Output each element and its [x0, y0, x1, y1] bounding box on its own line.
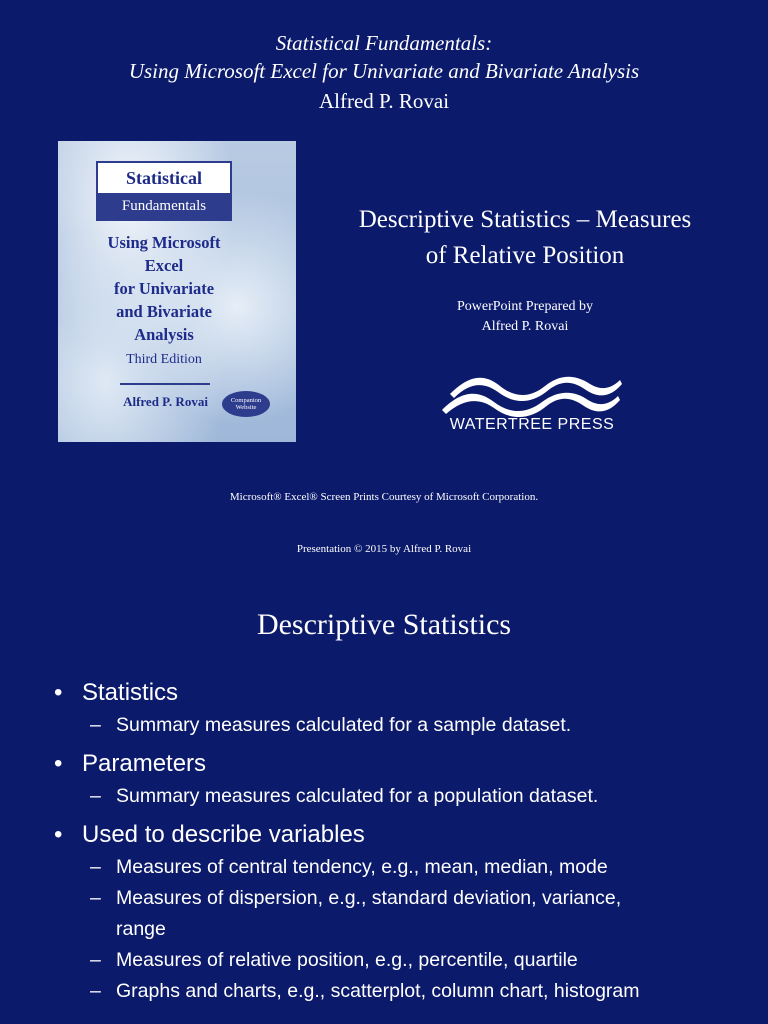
book-subtitle-line: Using Microsoft Excel for Univariate and Bivariate Analysis [128, 59, 640, 83]
sub-bullet-text: Summary measures calculated for a population dataset. [116, 785, 599, 807]
cover-subtitle-line: and Bivariate [116, 302, 212, 321]
cover-subtitle [58, 231, 270, 346]
sub-bullet-item: – Measures of central tendency, e.g., mean, median, mode [90, 856, 608, 878]
badge-line: Companion [230, 397, 262, 404]
cover-subtitle-line: Excel [144, 256, 184, 275]
slide-title-line: of Relative Position [425, 242, 625, 269]
badge-line: Website [235, 404, 257, 411]
prepared-by [400, 297, 650, 337]
companion-website-badge [222, 391, 270, 417]
cover-subtitle-line: Analysis [134, 325, 194, 344]
sub-bullet-item: – Measures of relative position, e.g., percentile, quartile [90, 949, 578, 971]
sub-bullet-text: Measures of relative position, e.g., percentile, quartile [116, 949, 578, 971]
sub-bullet-text: Graphs and charts, e.g., scatterplot, column chart, histogram [116, 980, 640, 1002]
cover-subtitle-line: for Univariate [113, 279, 215, 298]
bullet-item: • Statistics [54, 676, 744, 710]
logo-text: WATERTREE PRESS [449, 416, 615, 433]
cover-title-box [96, 161, 232, 221]
sub-bullet-text: Measures of central tendency, e.g., mean, median, mode [116, 856, 608, 878]
slide-title-line: Descriptive Statistics – Measures [358, 206, 692, 233]
slide-title [320, 202, 730, 274]
cover-divider [120, 383, 210, 385]
prepared-by-line: Alfred P. Rovai [481, 319, 569, 334]
screen-print-credit: Microsoft® Excel® Screen Prints Courtesy of Microsoft Corporation. [229, 491, 539, 503]
cover-title-top: Statistical [98, 163, 230, 193]
slide2-title: Descriptive Statistics [256, 608, 512, 641]
book-title-line: Statistical Fundamentals: [275, 31, 493, 55]
sub-bullet-text: Measures of dispersion, e.g., standard deviation, variance, range [116, 887, 622, 940]
bullet-item: • Parameters [54, 747, 744, 781]
sub-bullet-text: Summary measures calculated for a sample dataset. [116, 714, 572, 736]
copyright-notice: Presentation © 2015 by Alfred P. Rovai [296, 543, 472, 555]
cover-edition: Third Edition [126, 352, 202, 367]
cover-author: Alfred P. Rovai [123, 394, 208, 409]
sub-bullet-item: – Measures of dispersion, e.g., standard deviation, variance, range [90, 887, 622, 940]
sub-bullet-item: – Summary measures calculated for a sample dataset. [90, 714, 572, 736]
cover-title-bottom: Fundamentals [121, 198, 207, 214]
sub-bullet-item: – Graphs and charts, e.g., scatterplot, column chart, histogram [90, 980, 640, 1002]
bullet-item: • Used to describe variables [54, 818, 744, 852]
book-cover-image [58, 141, 296, 442]
cover-subtitle-line: Using Microsoft [107, 233, 221, 252]
book-author-line: Alfred P. Rovai [318, 89, 450, 113]
sub-bullet-item: – Summary measures calculated for a population dataset. [90, 785, 599, 807]
prepared-by-line: PowerPoint Prepared by [456, 299, 594, 314]
bullet-list [54, 676, 744, 1007]
